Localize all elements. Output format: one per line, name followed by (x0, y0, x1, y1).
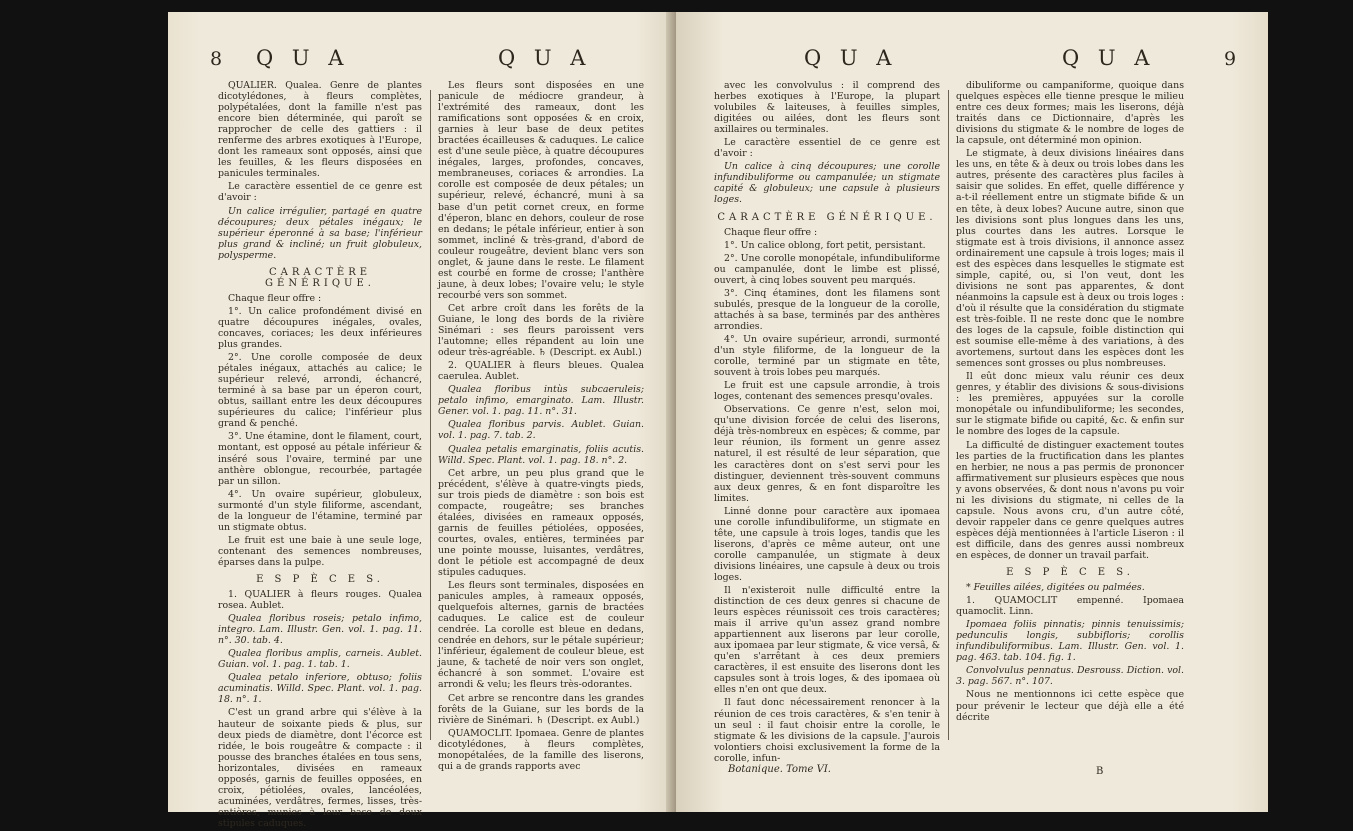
paragraph: Observations. Ce genre n'est, selon moi, qu'une division forcée de celui des liserons, déjà très-nombreux en espèces; & comme, par leur réunion, ils forment un genre assez naturel, il est résulté de leur séparation, que les caractères dont on s'est servi pour les distinguer, deviennent très-souvent communs aux deux genres, & en font disparoître les limites. (714, 404, 940, 504)
paragraph: avec les convolvulus : il comprend des herbes exotiques à l'Europe, la plupart volubiles & laiteuses, à feuilles simples, digitées ou ailées, dont les fleurs sont axillaires ou terminales. (714, 80, 940, 136)
paragraph: Chaque fleur offre : (724, 226, 818, 238)
paragraph: Les fleurs sont disposées en une panicule de médiocre grandeur, à l'extrémité des rameaux, dont les ramifications sont opposées & en croix, garnies à leur base de deux petites bractées écailleuses & caduques. Le calice est d'une seule pièce, à quatre découpures inégales, larges, profondes, concaves, membraneuses, coriaces & arrondies. La corolle est composée de deux pétales; un supérieur, relevé, échancré, muni à sa base d'un petit cornet creux, en forme d'éperon, blanc en dehors, couleur de rose en dedans; le pétale inférieur, entier à son sommet, incliné & très-grand, d'abord de couleur rougeâtre, devient blanc vers son onglet, & jaune dans le reste. Le filament est courbé en forme de crosse; l'anthère jaune, à deux lobes; l'ovaire velu; le style recourbé vers son sommet. (438, 80, 644, 301)
paragraph: 2°. Une corolle composée de deux pétales inégaux, attachés au calice; le supérieur relevé, arrondi, échancré, terminé à sa base par un éperon court, obtus, saillant entre les deux découpures supérieures du calice; l'inférieur plus grand & penché. (218, 352, 422, 430)
paragraph: E S P È C E S. (256, 573, 384, 585)
paragraph: CARACTÈRE GÉNÉRIQUE. (717, 211, 937, 223)
paragraph: 2°. Une corolle monopétale, infundibuliforme ou campanulée, dont le limbe est plissé, ouvert, à cinq lobes souvent peu marqués. (714, 252, 940, 286)
paragraph: Le stigmate, à deux divisions linéaires dans les uns, en tête & à deux ou trois lobes dans les autres, présente des caractères plus faciles à saisir que solides. En effet, quelle différence y a-t-il réellement entre un stigmate bifide & un en tête, à deux lobes? Aucune autre, sinon que les divisions sont plus longues dans les uns, plus courtes dans les autres. Lorsque le stigmate est à trois divisions, il annonce assez ordinairement une capsule à trois loges; mais il est des espèces dans lesquelles le stigmate est simple, capité, ou, si l'on veut, dont les divisions ne sont pas apparentes, & dont néanmoins la capsule est à deux ou trois loges : d'où il résulte que la considération du stigmate est très-foible. Il ne reste donc que le nombre des loges de la capsule, foible distinction qui est soumise elle-même à des variations, à des avortemens, surtout dans les espèces dont les semences sont grosses ou plus nombreuses. (956, 148, 1184, 370)
paragraph: Linné donne pour caractère aux ipomaea une corolle infundibuliforme, un stigmate en tête, une capsule à trois loges, tandis que les liserons, d'après ce même auteur, ont une corolle campanulée, un stigmate à deux divisions linéaires, une capsule à deux ou trois loges. (714, 505, 940, 583)
running-head: Q U A (498, 46, 592, 70)
paragraph: Cet arbre, un peu plus grand que le précédent, s'élève à quatre-vingts pieds, sur trois pieds de diamètre : son bois est compacte, rougeâtre; ses branches étalées, divisées en rameaux opposés, garnis de feuilles pétiolées, opposées, courtes, ovales, entières, terminées par une pointe mousse, luisantes, verdâtres, dont le pétiole est accompagné de deux stipules caduques. (438, 467, 644, 579)
paragraph: CARACTÈRE GÉNÉRIQUE. (265, 266, 375, 289)
paragraph: * Feuilles ailées, digitées ou palmées. (966, 582, 1145, 594)
paragraph: 1. QUALIER à fleurs rouges. Qualea rosea. Aublet. (218, 589, 422, 612)
column-rule (948, 90, 949, 740)
page-footer: Botanique. Tome VI. (728, 764, 831, 775)
paragraph: Nous ne mentionnons ici cette espèce que pour prévenir le lecteur que déjà elle a été décrite (956, 689, 1184, 723)
paragraph: 2. QUALIER à fleurs bleues. Qualea caerulea. Aublet. (438, 360, 644, 383)
paragraph: 4°. Un ovaire supérieur, globuleux, surmonté d'un style filiforme, ascendant, de la longueur de l'étamine, terminé par un stigmate obtus. (218, 488, 422, 533)
paragraph: Un calice irrégulier, partagé en quatre découpures; deux pétales inégaux; le supérieur éperonné à sa base; l'inférieur plus grand & incliné; un fruit globuleux, polysperme. (218, 205, 422, 261)
paragraph: Il eût donc mieux valu réunir ces deux genres, y établir des divisions & sous-divisions : les premières, appuyées sur la corolle monopétale ou infundibuliforme; les secondes, sur le stigmate bifide ou capité, &c. & enfin sur le nombre des loges de la capsule. (956, 371, 1184, 438)
paragraph: 4°. Un ovaire supérieur, arrondi, surmonté d'un style filiforme, de la longueur de la corolle, terminé par un stigmate en tête, souvent à trois lobes peu marqués. (714, 333, 940, 379)
paragraph: Cet arbre se rencontre dans les grandes forêts de la Guiane, sur les bords de la rivière de Sinémari. ♄ (Descript. ex Aubl.) (438, 692, 644, 726)
paragraph: Qualea floribus intùs subcaeruleis; petalo infimo, emarginato. Lam. Illustr. Gener. vol. 1. pag. 11. n°. 31. (438, 384, 644, 418)
paragraph: Ipomaea foliis pinnatis; pinnis tenuissimis; pedunculis longis, subbifloris; corollis infundibuliformibus. Lam. Illustr. Gen. vol. 1. pag. 463. tab. 104. fig. 1. (956, 619, 1184, 664)
left-page (168, 12, 688, 829)
paragraph: 1. QUAMOCLIT empenné. Ipomaea quamoclit. Linn. (956, 595, 1184, 618)
text-column (438, 80, 644, 774)
running-head: Q U A (256, 46, 350, 70)
paragraph: Qualea floribus amplis, carneis. Aublet. Guian. vol. 1. pag. 1. tab. 1. (218, 648, 422, 671)
running-head: Q U A (1062, 46, 1156, 70)
paragraph: 3°. Cinq étamines, dont les filamens sont subulés, presque de la longueur de la corolle, attachés à sa base, terminés par des anthères arrondies. (714, 287, 940, 332)
paragraph: Le fruit est une capsule arrondie, à trois loges, contenant des semences presqu'ovales. (714, 380, 940, 403)
paragraph: Chaque fleur offre : (228, 292, 322, 304)
paragraph: Le caractère essentiel de ce genre est d'avoir : (714, 137, 940, 160)
paragraph: Il n'existeroit nulle difficulté entre la distinction de ces deux genres si chacune de leurs espèces réunissoit ces trois caractères; mais il arrive qu'un assez grand nombre appartiennent aux liserons par leur corolle, aux ipomaea par leur stigmate, & vice versâ, & qu'en s'arrêtant à ces deux premiers caractères, il est ensuite des liserons dont les capsules sont à trois loges, & des ipomaea où elles n'en ont que deux. (714, 585, 940, 696)
paragraph: Le fruit est une baie à une seule loge, contenant des semences nombreuses, éparses dans la pulpe. (218, 534, 422, 568)
paragraph: 1°. Un calice profondément divisé en quatre découpures inégales, ovales, concaves, coriaces; les deux inférieures plus grandes. (218, 305, 422, 351)
paragraph: Le caractère essentiel de ce genre est d'avoir : (218, 181, 422, 204)
paragraph: La difficulté de distinguer exactement toutes les parties de la fructification dans les plantes en herbier, ne nous a pas permis de prononcer affirmativement sur plusieurs espèces que nous y avons observées, & dont nous n'avons pu voir ni les divisions du stigmate, ni celles de la capsule. Nous avons cru, d'un autre côté, devoir rappeler dans ce genre quelques autres espèces déjà mentionnées à l'article Liseron : il est difficile, dans des genres aussi nombreux en espèces, de donner un travail parfait. (956, 439, 1184, 561)
right-page (676, 12, 1268, 812)
paragraph: Qualea petalo inferiore, obtuso; foliis acuminatis. Willd. Spec. Plant. vol. 1. pag. 18. n°. 1. (218, 672, 422, 706)
paragraph: C'est un grand arbre qui s'élève à la hauteur de soixante pieds & plus, sur deux pieds de diamètre, dont l'écorce est ridée, le bois rougeâtre & compacte : il pousse des branches étalées en tous sens, horizontales, divisées en rameaux opposés, garnis de feuilles opposées, en croix, pétiolées, ovales, lancéolées, acuminées, verdâtres, fermes, lisses, très-entières, munies à leur base de deux stipules caduques. (218, 707, 422, 829)
paragraph: 1°. Un calice oblong, fort petit, persistant. (724, 239, 926, 251)
book-spread (168, 12, 1268, 829)
page-number: 8 (210, 48, 223, 70)
paragraph: Qualea floribus parvis. Aublet. Guian. vol. 1. pag. 7. tab. 2. (438, 419, 644, 442)
paragraph: dibuliforme ou campaniforme, quoique dans quelques espèces elle tienne presque le milieu entre ces deux formes; mais les liserons, déjà traités dans ce Dictionnaire, d'après les divisions du stigmate & le nombre de loges de la capsule, ont déterminé mon opinion. (956, 80, 1184, 147)
column-rule (430, 90, 431, 740)
paragraph: E S P È C E S. (1006, 567, 1134, 579)
paragraph: Il faut donc nécessairement renoncer à la réunion de ces trois caractères, & s'en tenir à un seul : il faut choisir entre la corolle, le stigmate & les divisions de la capsule. J'aurois volontiers choisi exclusivement la forme de la corolle, infun- (714, 697, 940, 764)
paragraph: QUALIER. Qualea. Genre de plantes dicotylédones, à fleurs complètes, polypétalées, dont la famille n'est pas encore bien déterminée, qui paroît se rapprocher de celle des gattiers : il renferme des arbres exotiques à l'Europe, dont les rameaux sont opposés, ainsi que les feuilles, & les fleurs disposées en panicules terminales. (218, 80, 422, 180)
text-column (218, 80, 422, 831)
page-number: 9 (1224, 48, 1237, 70)
paragraph: Convolvulus pennatus. Desrouss. Diction. vol. 3. pag. 567. n°. 107. (956, 665, 1184, 688)
paragraph: Qualea petalis emarginatis, foliis acutis. Willd. Spec. Plant. vol. 1. pag. 18. n°. 2. (438, 443, 644, 466)
paragraph: Cet arbre croît dans les forêts de la Guiane, le long des bords de la rivière Sinémari : ses fleurs paroissent vers l'automne; elles répandent au loin une odeur très-agréable. ♄ (Descript. ex Aubl.) (438, 302, 644, 359)
signature-mark: B (1096, 766, 1104, 777)
text-column (714, 80, 940, 766)
paragraph: QUAMOCLIT. Ipomaea. Genre de plantes dicotylédones, à fleurs complètes, monopétalées, de la famille des liserons, qui a de grands rapports avec (438, 727, 644, 772)
paragraph: Les fleurs sont terminales, disposées en panicules amples, à rameaux opposés, quelquefois alternes, garnis de bractées caduques. Le calice est de couleur cendrée. La corolle est bleue en dedans, cendrée en dehors, sur le pétale supérieur; l'inférieur, également de couleur bleue, est jaune, & tacheté de noir vers son onglet, échancré à son sommet. L'ovaire est arrondi & velu; les fleurs très-odorantes. (438, 580, 644, 691)
paragraph: Qualea floribus roseis; petalo infimo, integro. Lam. Illustr. Gen. vol. 1. pag. 11. n°. 30. tab. 4. (218, 613, 422, 647)
running-head: Q U A (804, 46, 898, 70)
text-column (956, 80, 1184, 725)
paragraph: Un calice à cinq découpures; une corolle infundibuliforme ou campanulée; un stigmate capité & globuleux; une capsule à plusieurs loges. (714, 161, 940, 206)
paragraph: 3°. Une étamine, dont le filament, court, montant, est opposé au pétale inférieur & inséré sous l'ovaire, terminé par une anthère oblongue, recourbée, partagée par un sillon. (218, 431, 422, 487)
